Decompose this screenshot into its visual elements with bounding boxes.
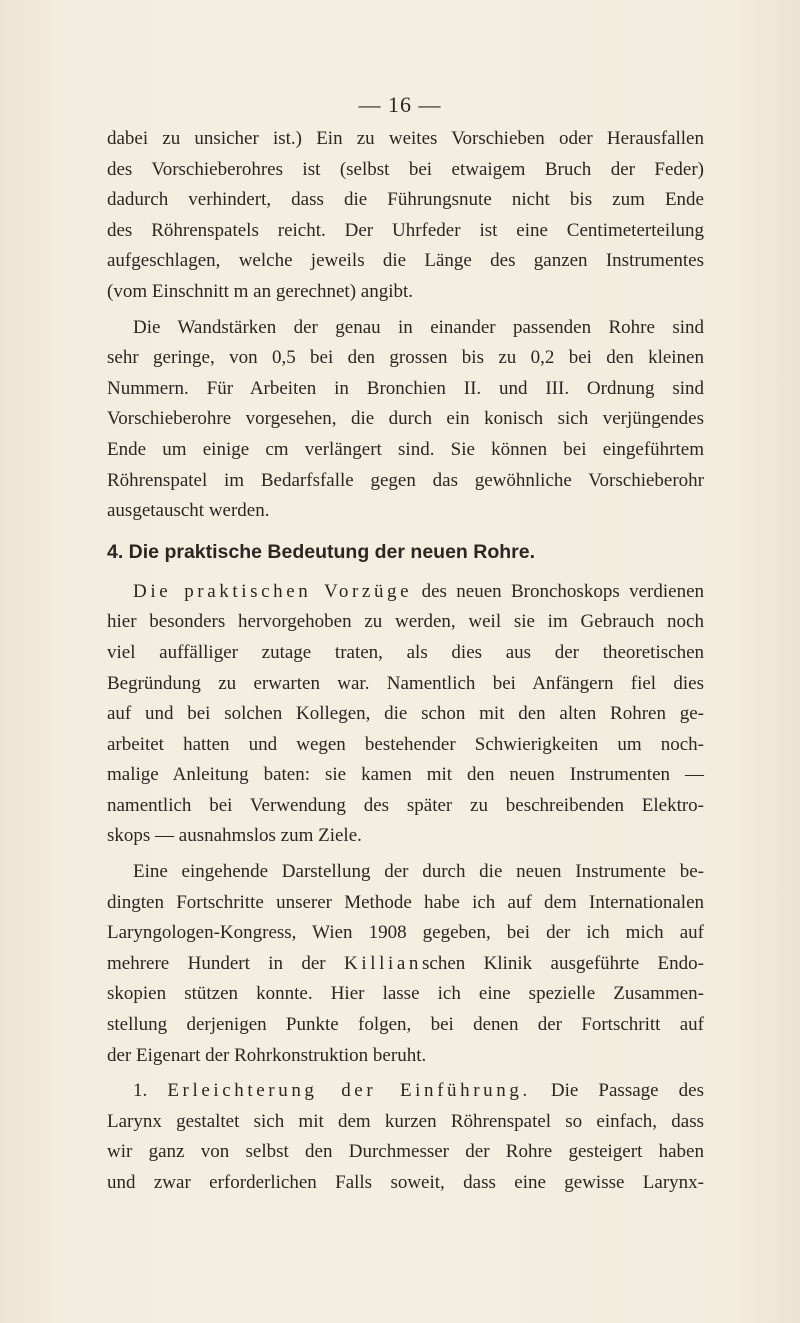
text-line: Die Wandstärken der genau in einander passenden Rohre sind xyxy=(133,316,704,338)
text-line: Vorschieberohre vorgesehen, die durch ein konisch sich verjüngendes xyxy=(107,408,704,430)
text-line: Laryngologen-Kongress, Wien 1908 gegeben, bei der ich mich auf xyxy=(107,922,704,944)
text-line: namentlich bei Verwendung des später zu beschreibenden Elektro- xyxy=(107,794,704,816)
text-line: Larynx gestaltet sich mit dem kurzen Röhrenspatel so einfach, dass xyxy=(107,1110,704,1132)
section-heading: 4. Die praktische Bedeutung der neuen Rohre. xyxy=(107,540,536,563)
text-fragment: Die Passage des xyxy=(550,1080,704,1102)
text-fragment: mehrere Hundert in der xyxy=(107,952,326,974)
text-line: des Vorschieberohres ist (selbst bei etwaigem Bruch der Feder) xyxy=(107,158,704,180)
text-line xyxy=(107,1076,704,1107)
text-line: ausgetauscht werden. xyxy=(107,500,270,522)
paragraph-1 xyxy=(107,124,704,308)
text-line: wir ganz von selbst den Durchmesser der Rohre gesteigert haben xyxy=(107,1141,704,1163)
text-line: skops — ausnahmslos zum Ziele. xyxy=(107,825,362,847)
paragraph-4 xyxy=(107,857,704,1071)
text-line: dadurch verhindert, dass die Führungsnute nicht bis zum Ende xyxy=(107,189,704,211)
text-line: aufgeschlagen, welche jeweils die Länge des ganzen Instrumentes xyxy=(107,250,704,272)
text-line: stellung derjenigen Punkte folgen, bei denen der Fortschritt auf xyxy=(107,1014,704,1036)
emphasized-text: Erleichterung der Einführung. xyxy=(167,1080,531,1102)
emphasized-text: Killian xyxy=(344,952,422,974)
text-line: dingten Fortschritte unserer Methode habe ich auf dem Internationalen xyxy=(107,891,704,913)
text-line: Begründung zu erwarten war. Namentlich bei Anfängern fiel dies xyxy=(107,672,704,694)
body-text xyxy=(107,124,704,1199)
text-line: sehr geringe, von 0,5 bei den grossen bis zu 0,2 bei den kleinen xyxy=(107,347,704,369)
text-line: Röhrenspatel im Bedarfsfalle gegen das gewöhnliche Vorschieberohr xyxy=(107,469,704,491)
text-line: und zwar erforderlichen Falls soweit, dass eine gewisse Larynx- xyxy=(107,1172,704,1193)
text-line: (vom Einschnitt m an gerechnet) angibt. xyxy=(107,280,414,302)
text-line: auf und bei solchen Kollegen, die schon mit den alten Rohren ge- xyxy=(107,703,704,725)
paragraph-2 xyxy=(107,313,704,527)
text-fragment: schen Klinik ausgeführte Endo- xyxy=(422,952,704,974)
text-line: des Röhrenspatels reicht. Der Uhrfeder ist eine Centimeterteilung xyxy=(107,219,704,241)
text-line: malige Anleitung baten: sie kamen mit den neuen Instrumenten — xyxy=(107,764,704,786)
list-number: 1. xyxy=(133,1080,148,1102)
text-line: viel auffälliger zutage traten, als dies aus der theoretischen xyxy=(107,641,704,663)
text-line: Eine eingehende Darstellung der durch die neuen Instrumente be- xyxy=(133,861,704,883)
text-line: der Eigenart der Rohrkonstruktion beruht. xyxy=(107,1044,427,1066)
text-line xyxy=(107,949,704,980)
text-line: arbeitet hatten und wegen bestehender Schwierigkeiten um noch- xyxy=(107,733,704,755)
text-line: Nummern. Für Arbeiten in Bronchien II. und III. Ordnung sind xyxy=(107,377,704,399)
emphasized-text: Die praktischen Vorzüge xyxy=(133,580,413,602)
text-fragment: des neuen Bronchoskops verdienen xyxy=(421,580,704,602)
text-line xyxy=(107,577,704,608)
text-line: Ende um einige cm verlängert sind. Sie können bei eingeführtem xyxy=(107,438,704,460)
page-number: — 16 — xyxy=(358,92,442,117)
text-line: dabei zu unsicher ist.) Ein zu weites Vorschieben oder Herausfallen xyxy=(107,128,704,149)
text-line: hier besonders hervorgehoben zu werden, weil sie im Gebrauch noch xyxy=(107,611,704,633)
paragraph-3 xyxy=(107,577,704,852)
text-line: skopien stützen konnte. Hier lasse ich eine spezielle Zusammen- xyxy=(107,983,704,1005)
paragraph-5 xyxy=(107,1076,704,1198)
